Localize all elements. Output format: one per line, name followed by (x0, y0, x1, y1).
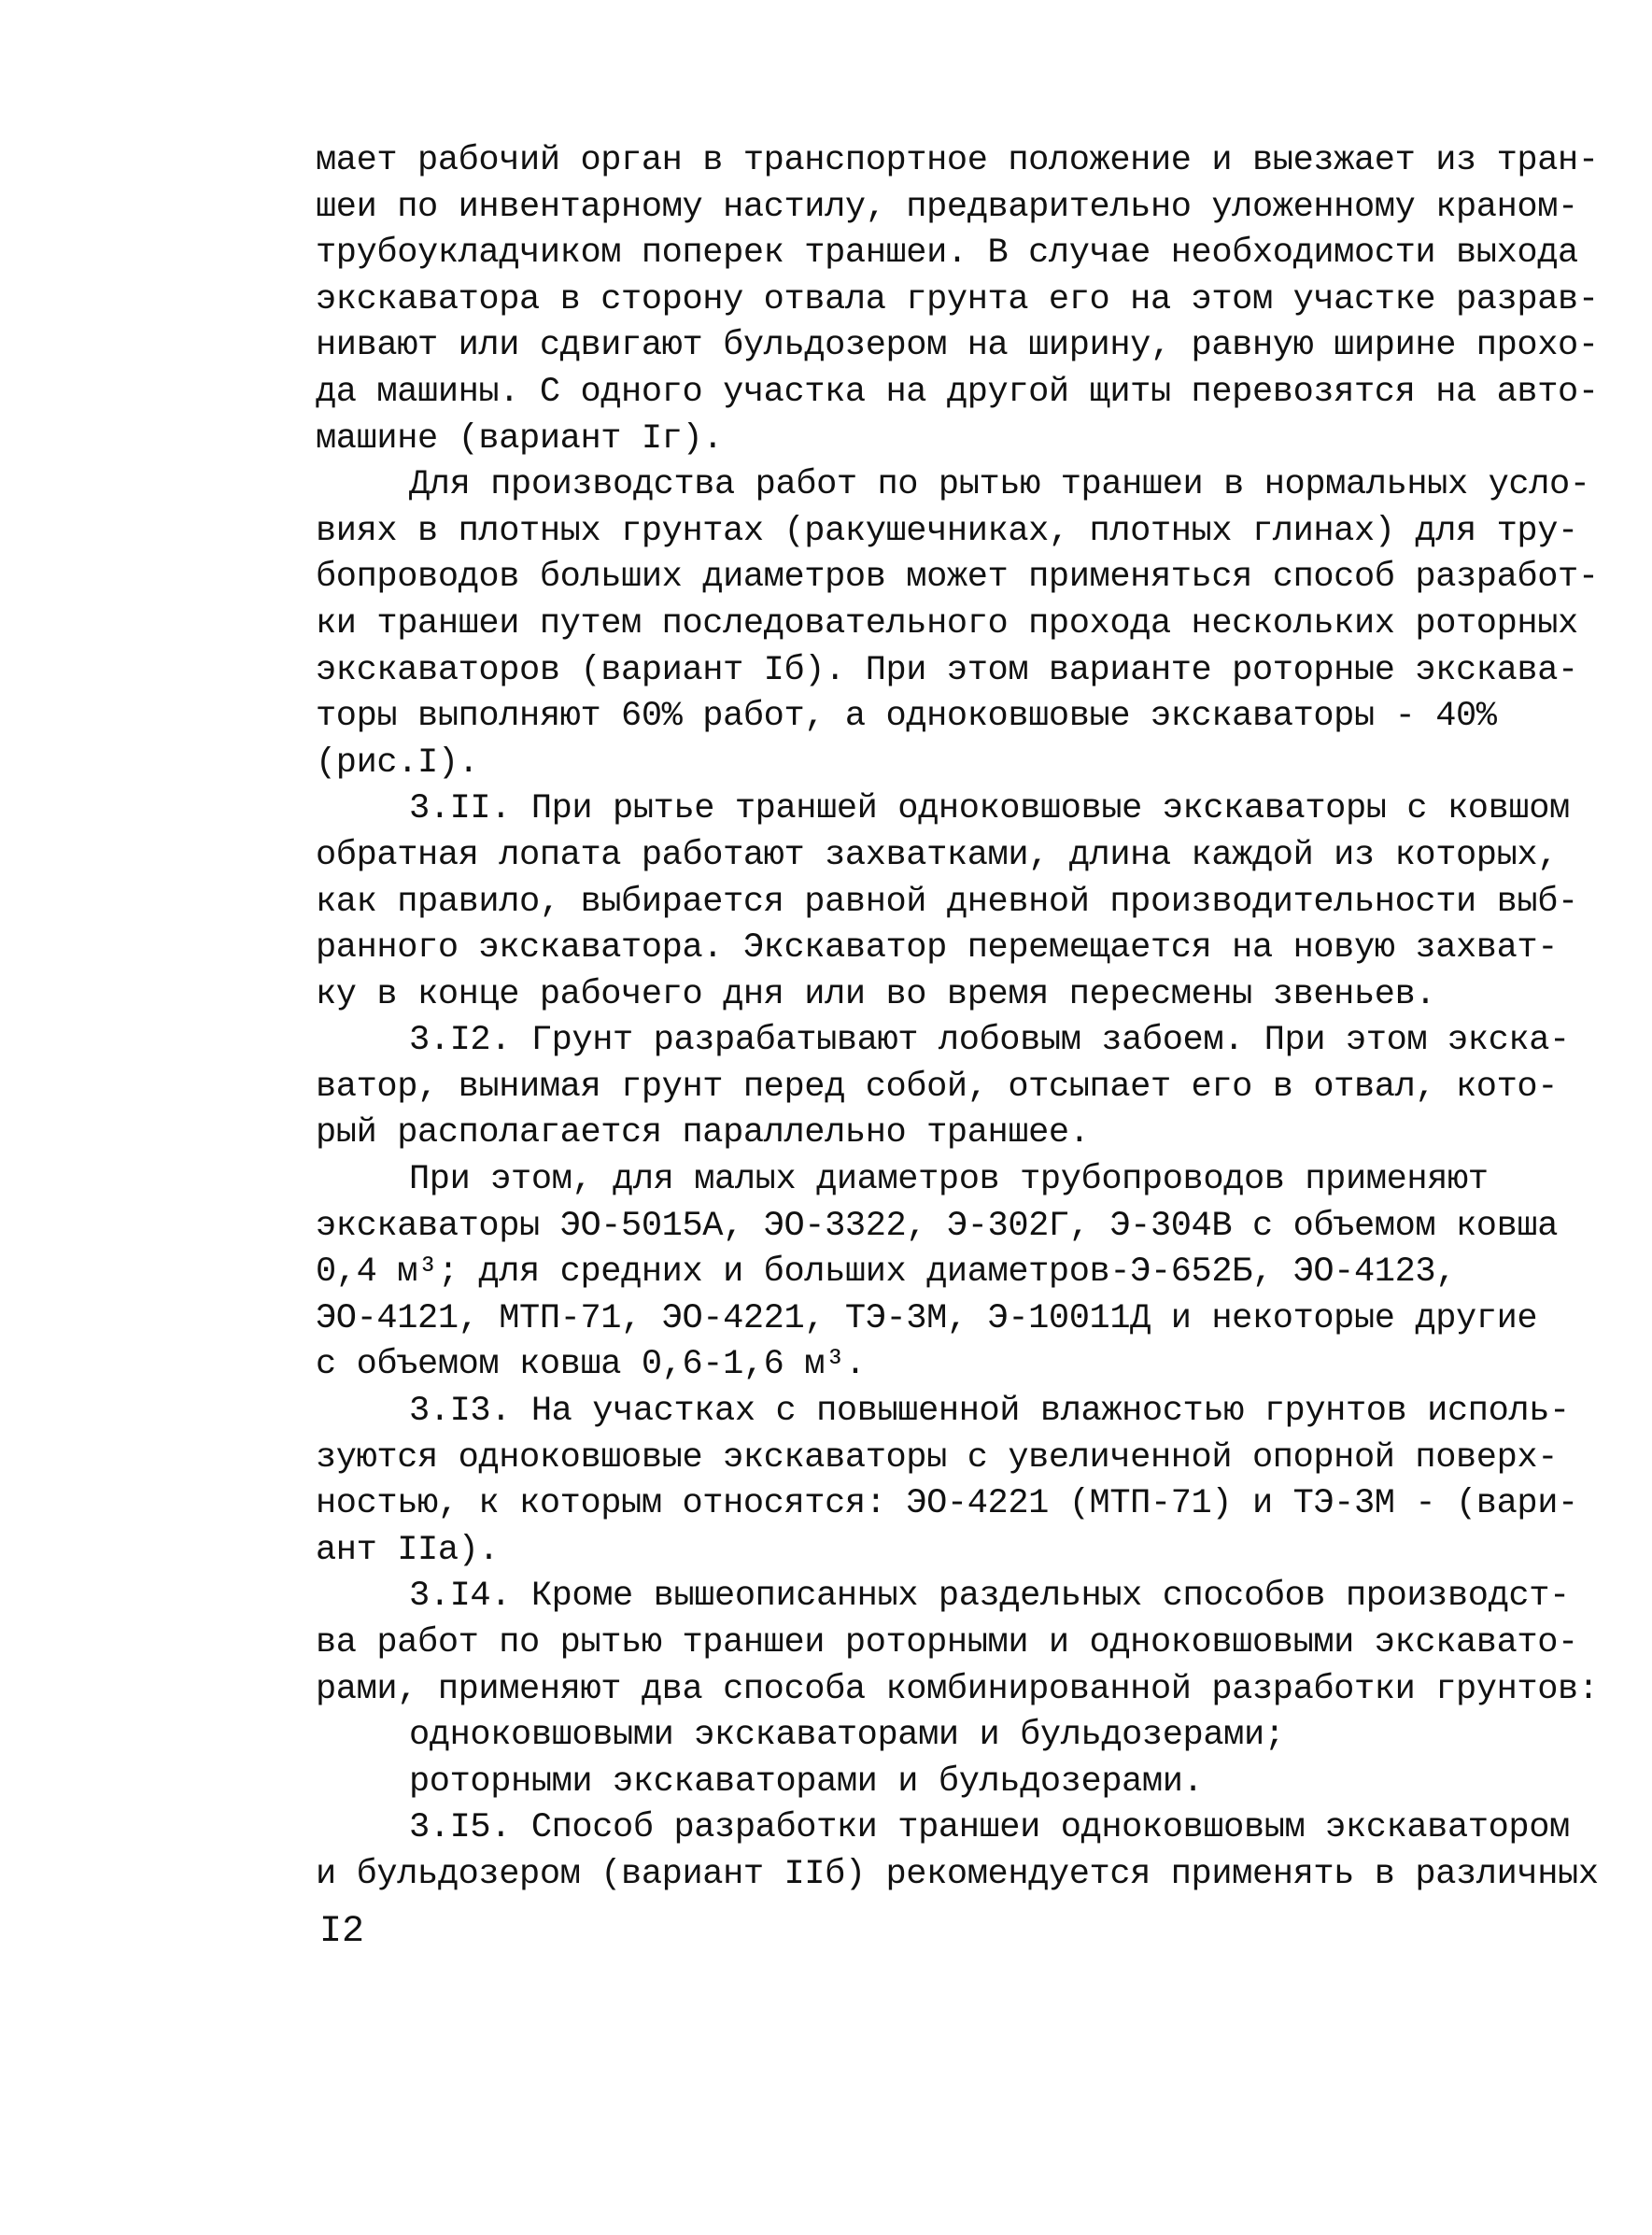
text-line: ранного экскаватора. Экскаватор перемещается на новую захват- (316, 928, 1559, 969)
text-line: машине (вариант Iг). (316, 418, 724, 459)
text-line: ностью, к которым относятся: ЭО-4221 (МТП-71) и ТЭ-3М - (вари- (316, 1484, 1578, 1524)
text-line: ку в конце рабочего дня или во время пересмены звеньев. (316, 974, 1436, 1014)
text-line: рами, применяют два способа комбинированной разработки грунтов: (316, 1669, 1599, 1709)
text-line: ант IIа). (316, 1530, 500, 1570)
text-line: да машины. С одного участка на другой щиты перевозятся на авто- (316, 372, 1599, 412)
text-line: ватор, вынимая грунт перед собой, отсыпает его в отвал, кото- (316, 1067, 1559, 1107)
text-line: и бульдозером (вариант IIб) рекомендуется применять в различных (316, 1854, 1599, 1894)
text-line: 0,4 м³; для средних и больших диаметров-Э-652Б, ЭО-4123, (316, 1252, 1457, 1293)
text-line: торы выполняют 60% работ, а одноковшовые экскаваторы - 40% (316, 697, 1497, 737)
text-line: виях в плотных грунтах (ракушечниках, плотных глинах) для тру- (316, 511, 1578, 551)
list-item: одноковшовыми экскаваторами и бульдозерами; (409, 1716, 1285, 1756)
text-line: экскаваторы ЭО-5015А, ЭО-3322, Э-302Г, Э-304В с объемом ковша (316, 1206, 1559, 1246)
page-number: I2 (319, 1911, 365, 1953)
section-3-11-first-line: 3.II. При рытье траншей одноковшовые экскаваторы с ковшом (409, 789, 1570, 829)
text-line: (рис.I). (316, 743, 479, 783)
text-line: экскаватора в сторону отвала грунта его на этом участке разрав- (316, 279, 1599, 319)
body-text (316, 138, 1599, 1899)
section-3-14-first-line: 3.I4. Кроме вышеописанных раздельных способов производст- (409, 1577, 1570, 1617)
text-line: рый располагается параллельно траншее. (316, 1113, 1090, 1153)
text-line: обратная лопата работают захватками, длина каждой из которых, (316, 835, 1559, 875)
text-line: ки траншеи путем последовательного прохода нескольких роторных (316, 603, 1578, 644)
paragraph-first-line: При этом, для малых диаметров трубопроводов применяют (409, 1160, 1489, 1200)
text-line: ЭО-4121, МТП-71, ЭО-4221, ТЭ-3М, Э-10011Д и некоторые другие (316, 1298, 1538, 1338)
list-item: роторными экскаваторами и бульдозерами. (409, 1761, 1204, 1802)
text-line: экскаваторов (вариант Iб). При этом варианте роторные экскава- (316, 650, 1578, 690)
text-line: как правило, выбирается равной дневной производительности выб- (316, 882, 1578, 922)
text-line: с объемом ковша 0,6-1,6 м³. (316, 1345, 866, 1385)
text-line: мает рабочий орган в транспортное положение и выезжает из тран- (316, 141, 1599, 180)
text-line: шеи по инвентарному настилу, предварительно уложенному краном- (316, 187, 1578, 227)
text-line: трубоукладчиком поперек траншеи. В случае необходимости выхода (316, 233, 1578, 274)
section-3-12-first-line: 3.I2. Грунт разрабатывают лобовым забоем. При этом экска- (409, 1021, 1570, 1061)
text-line: нивают или сдвигают бульдозером на ширину, равную ширине прохо- (316, 326, 1599, 366)
text-line: бопроводов больших диаметров может применяться способ разработ- (316, 558, 1599, 598)
text-line: зуются одноковшовые экскаваторы с увеличенной опорной поверх- (316, 1437, 1559, 1478)
text-line: ва работ по рытью траншеи роторными и одноковшовыми экскавато- (316, 1623, 1578, 1662)
section-3-13-first-line: 3.I3. На участках с повышенной влажностью грунтов исполь- (409, 1392, 1570, 1432)
section-3-15-first-line: 3.I5. Способ разработки траншеи одноковшовым экскаватором (409, 1808, 1570, 1848)
paragraph-first-line: Для производства работ по рытью траншеи в нормальных усло- (409, 465, 1590, 505)
